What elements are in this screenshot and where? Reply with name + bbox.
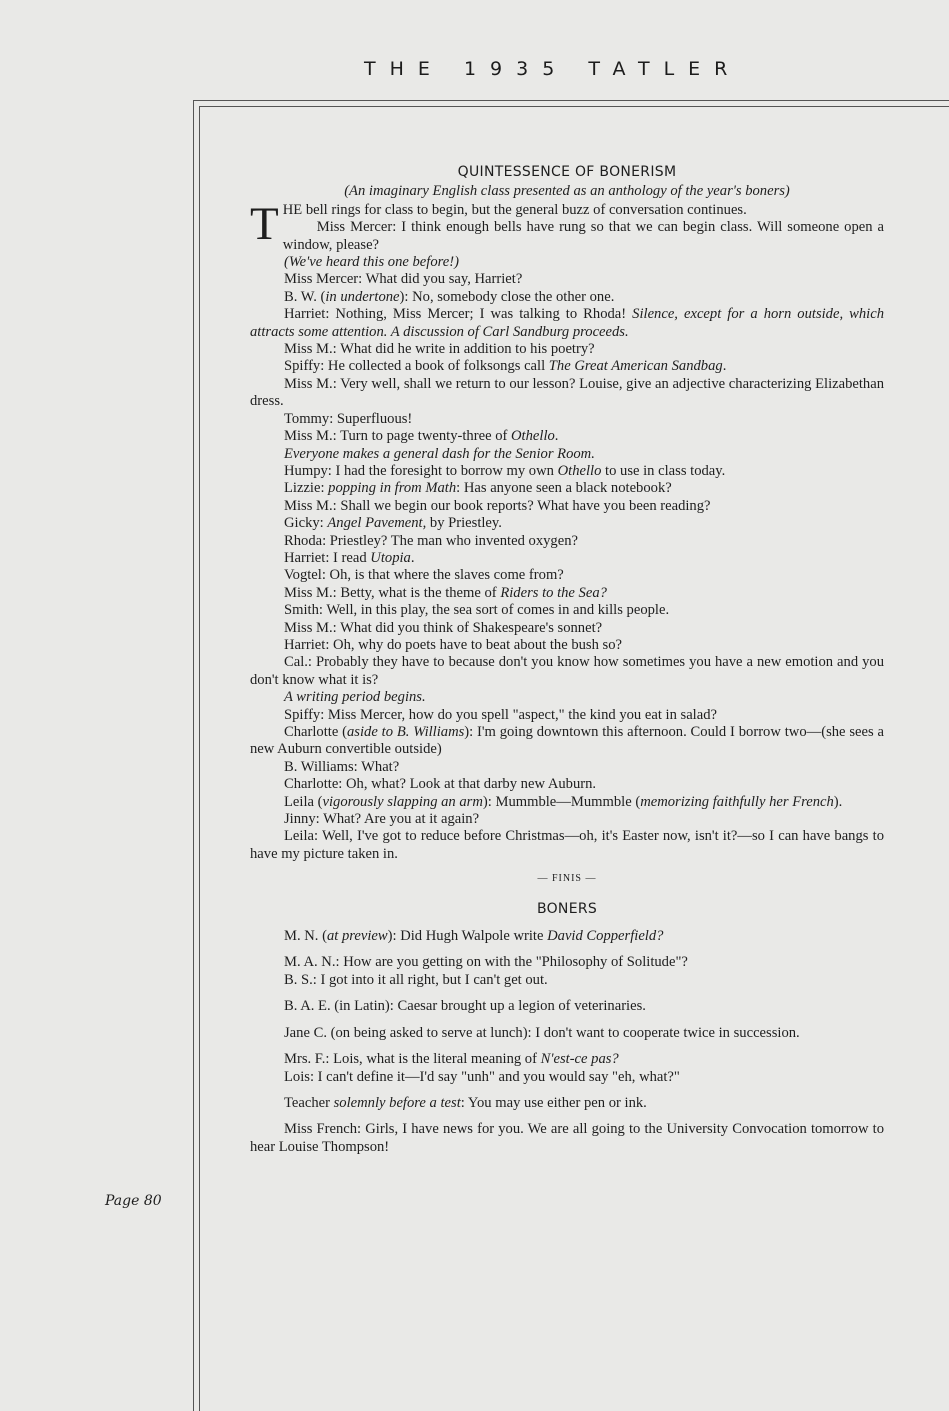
stage-direction: (We've heard this one before!) bbox=[284, 254, 459, 271]
dialogue-line: Humpy: I had the foresight to borrow my own Othello to use in class today. bbox=[284, 462, 726, 479]
dialogue-line: Jinny: What? Are you at it again? bbox=[284, 811, 480, 828]
dialogue-line: Harriet: Nothing, Miss Mercer; I was talking to Rhoda! Silence, except for a horn outside, which attracts some attention. A discussion of Carl Sandburg proceeds. bbox=[250, 306, 885, 340]
dialogue-line: Vogtel: Oh, is that where the slaves come from? bbox=[284, 567, 564, 584]
dialogue-line: Spiffy: Miss Mercer, how do you spell "aspect," the kind you eat in salad? bbox=[284, 706, 717, 723]
running-head: THE 1935 TATLER bbox=[364, 58, 742, 80]
article-body bbox=[250, 164, 884, 1156]
dialogue-line: Miss M.: Shall we begin our book reports? What have you been reading? bbox=[284, 497, 711, 514]
stage-direction: A writing period begins. bbox=[284, 689, 426, 706]
dialogue-line: B. W. (in undertone): No, somebody close the other one. bbox=[284, 288, 615, 305]
dialogue-line: Miss Mercer: What did you say, Harriet? bbox=[284, 271, 523, 288]
dialogue-line: Cal.: Probably they have to because don't you know how sometimes you have a new emotion and you don't know what it is? bbox=[250, 654, 884, 688]
dialogue-line: Miss M.: Turn to page twenty-three of Othello. bbox=[284, 428, 559, 445]
boner-item: Miss French: Girls, I have news for you. We are all going to the University Convocation tomorrow to hear Louise Thompson! bbox=[250, 1121, 884, 1155]
section-title: QUINTESSENCE OF BONERISM bbox=[457, 164, 677, 180]
dialogue-line: Harriet: I read Utopia. bbox=[284, 549, 415, 566]
boner-item: Teacher solemnly before a test: You may use either pen or ink. bbox=[284, 1094, 647, 1111]
boner-item: Lois: I can't define it—I'd say "unh" and you would say "eh, what?" bbox=[284, 1068, 680, 1085]
boner-item: Jane C. (on being asked to serve at lunch): I don't want to cooperate twice in succession. bbox=[284, 1024, 800, 1041]
boner-item: B. S.: I got into it all right, but I can't get out. bbox=[284, 971, 548, 988]
section-subtitle: (An imaginary English class presented as an anthology of the year's boners) bbox=[344, 183, 790, 200]
dialogue-line: Miss M.: What did he write in addition to his poetry? bbox=[284, 341, 595, 358]
opening-paragraph: THE bell rings for class to begin, but the general buzz of conversation continues. bbox=[250, 197, 747, 250]
dialogue-line: Charlotte: Oh, what? Look at that darby new Auburn. bbox=[284, 776, 597, 793]
dialogue-line: Miss M.: What did you think of Shakespeare's sonnet? bbox=[284, 619, 603, 636]
dialogue-line: Miss Mercer: I think enough bells have rung so that we can begin class. Will someone open a window, please? bbox=[282, 219, 884, 253]
dialogue-line: Spiffy: He collected a book of folksongs call The Great American Sandbag. bbox=[284, 358, 727, 375]
dialogue-line: Lizzie: popping in from Math: Has anyone seen a black notebook? bbox=[284, 480, 672, 497]
dialogue-line: Gicky: Angel Pavement, by Priestley. bbox=[284, 515, 502, 532]
dialogue-line: Leila (vigorously slapping an arm): Mummble—Mummble (memorizing faithfully her French). bbox=[284, 793, 843, 810]
finis-marker: — FINIS — bbox=[537, 873, 597, 885]
dialogue-line: Harriet: Oh, why do poets have to beat about the bush so? bbox=[284, 636, 623, 653]
dialogue-line: Tommy: Superfluous! bbox=[284, 410, 413, 427]
dialogue-line: Miss M.: Betty, what is the theme of Riders to the Sea? bbox=[284, 584, 607, 601]
boners-title: BONERS bbox=[536, 900, 598, 917]
page-number: Page 80 bbox=[105, 1193, 162, 1209]
boner-item: M. A. N.: How are you getting on with the "Philosophy of Solitude"? bbox=[284, 954, 688, 971]
stage-direction: Everyone makes a general dash for the Senior Room. bbox=[284, 445, 595, 462]
dialogue-line: Leila: Well, I've got to reduce before Christmas—oh, it's Easter now, isn't it?—so I can have bangs to have my picture taken in. bbox=[250, 828, 884, 862]
dialogue-line: Rhoda: Priestley? The man who invented oxygen? bbox=[284, 532, 578, 549]
boner-item: B. A. E. (in Latin): Caesar brought up a legion of veterinaries. bbox=[284, 998, 646, 1015]
dialogue-line: Smith: Well, in this play, the sea sort of comes in and kills people. bbox=[284, 602, 670, 619]
drop-cap: T bbox=[250, 197, 279, 250]
dialogue-line: B. Williams: What? bbox=[284, 758, 400, 775]
boner-item: Mrs. F.: Lois, what is the literal meaning of N'est-ce pas? bbox=[284, 1051, 619, 1068]
boner-item: M. N. (at preview): Did Hugh Walpole write David Copperfield? bbox=[284, 928, 664, 945]
dialogue-line: Charlotte (aside to B. Williams): I'm going downtown this afternoon. Could I borrow two—(she sees a new Auburn convertible outside) bbox=[250, 724, 884, 758]
dialogue-line: Miss M.: Very well, shall we return to our lesson? Louise, give an adjective characterizing Elizabethan dress. bbox=[250, 375, 884, 410]
